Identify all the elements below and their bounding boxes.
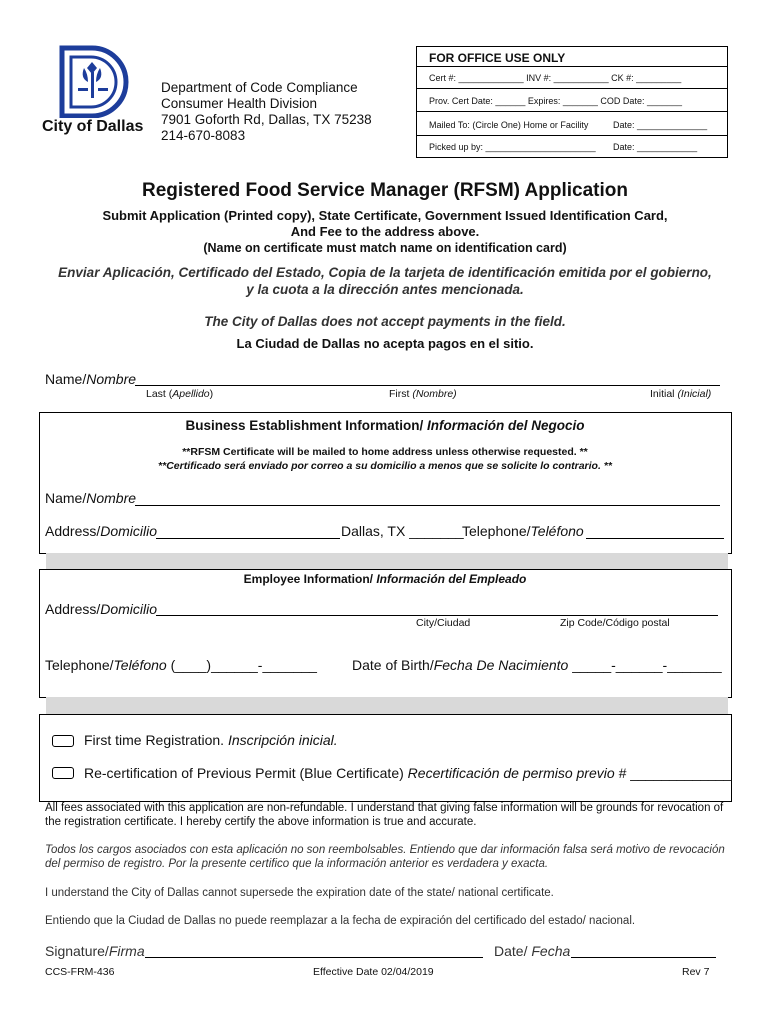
instructions-line3: (Name on certificate must match name on identification card) <box>203 241 567 255</box>
office-row-mailed-date: Date: ______________ <box>613 120 708 130</box>
business-telephone-input[interactable] <box>586 538 724 539</box>
employee-header: Employee Information/ Información del Empleado <box>243 572 527 586</box>
business-telephone-label: Telephone/Teléfono <box>462 523 584 539</box>
logo-name: City of Dallas <box>42 118 144 135</box>
date-input[interactable] <box>571 957 716 958</box>
business-note: **RFSM Certificate will be mailed to home address unless otherwise requested. ** <box>182 446 588 458</box>
business-header: Business Establishment Information/ Información del Negocio <box>185 418 585 433</box>
recertification-label: Re-certification of Previous Permit (Blue Certificate) Recertificación de permiso previo # _____________ <box>84 765 732 781</box>
first-time-label: First time Registration. Inscripción inicial. <box>84 732 338 748</box>
employee-telephone-field[interactable]: Telephone/Teléfono (____)______-_______ <box>45 657 317 673</box>
business-address-input[interactable] <box>156 538 340 539</box>
employee-address-input[interactable] <box>156 615 718 616</box>
effective-date: Effective Date 02/04/2019 <box>313 966 434 978</box>
terms-english: All fees associated with this application are non-refundable. I understand that giving false information will be grounds for revocation of the registration certificate. I hereby certify the above information is true and accurate. <box>45 802 724 828</box>
expiration-notice: I understand the City of Dallas cannot supersede the expiration date of the state/ national certificate. <box>45 887 554 899</box>
last-name-caption: Last (Apellido) <box>146 388 214 400</box>
instructions-line2: And Fee to the address above. <box>290 224 480 239</box>
business-note-es: **Certificado será enviado por correo a su domicilio a menos que se solicite lo contrario. ** <box>158 460 612 472</box>
instructions-line1: Submit Application (Printed copy), State Certificate, Government Issued Identification Card, <box>102 208 668 223</box>
date-of-birth-field[interactable]: Date of Birth/Fecha De Nacimiento _____-______-_______ <box>352 657 722 673</box>
expiration-notice-es: Entiendo que la Ciudad de Dallas no puede reemplazar a la fecha de expiración del certificado del estado/ nacional. <box>45 915 636 927</box>
zip-caption: Zip Code/Código postal <box>560 617 670 629</box>
office-row-cert: Cert #: _____________ INV #: ___________ CK #: _________ <box>429 73 682 83</box>
recertification-checkbox[interactable] <box>52 767 74 779</box>
first-name-caption: First (Nombre) <box>389 388 457 400</box>
name-input-line[interactable] <box>135 385 720 386</box>
instructions-es-line1: Enviar Aplicación, Certificado del Estado, Copia de la tarjeta de identificación emitida por el gobierno, <box>58 265 712 280</box>
date-label: Date/ Fecha <box>494 943 571 959</box>
department-address <box>161 80 372 144</box>
city-of-dallas-logo-icon <box>58 44 134 118</box>
first-time-checkbox[interactable] <box>52 735 74 747</box>
instructions-es-line2: y la cuota a la dirección antes mencionada. <box>246 282 524 297</box>
office-row-picked-date: Date: ____________ <box>613 142 698 152</box>
revision: Rev 7 <box>682 966 710 978</box>
terms-spanish: Todos los cargos asociados con esta aplicación no son reembolsables. Entiendo que dar información falsa será motivo de revocación del permiso de registro. Por la presente certifico que la información anterior es verdadera y exacta. <box>45 844 725 870</box>
office-use-box <box>416 46 728 158</box>
office-row-mailed: Mailed To: (Circle One) Home or Facility <box>429 120 589 130</box>
employee-section <box>39 569 732 698</box>
form-number: CCS-FRM-436 <box>45 966 115 978</box>
business-name-label: Name/Nombre <box>45 490 137 506</box>
business-name-input[interactable] <box>135 505 720 506</box>
no-payment-notice-es: La Ciudad de Dallas no acepta pagos en el sitio. <box>236 336 534 351</box>
initial-caption: Initial (Inicial) <box>650 388 712 400</box>
city-caption: City/Ciudad <box>416 617 471 629</box>
page-title: Registered Food Service Manager (RFSM) Application <box>142 180 628 201</box>
department-line1: Department of Code Compliance <box>161 80 358 95</box>
registration-section <box>39 714 732 802</box>
department-line4: 214-670-8083 <box>161 128 246 143</box>
section-divider-band-2 <box>46 697 728 714</box>
business-address-label: Address/Domicilio <box>45 523 158 539</box>
office-use-header: FOR OFFICE USE ONLY <box>417 47 727 67</box>
section-divider-band <box>46 553 728 569</box>
office-row-picked: Picked up by: ______________________ <box>429 142 596 152</box>
business-city-label: Dallas, TX _______ <box>341 523 464 539</box>
signature-input[interactable] <box>145 957 483 958</box>
name-label: Name/Nombre <box>45 371 137 387</box>
signature-label: Signature/Firma <box>45 943 145 959</box>
department-line2: Consumer Health Division <box>161 96 318 111</box>
department-line3: 7901 Goforth Rd, Dallas, TX 75238 <box>161 112 372 127</box>
no-payment-notice: The City of Dallas does not accept payments in the field. <box>204 314 566 329</box>
office-row-dates: Prov. Cert Date: ______ Expires: _______ COD Date: _______ <box>429 96 682 106</box>
employee-address-label: Address/Domicilio <box>45 601 158 617</box>
